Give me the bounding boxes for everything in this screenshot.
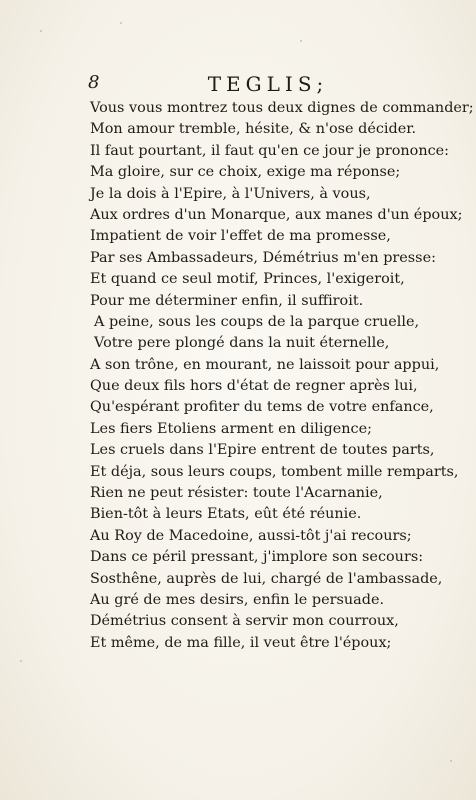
verse-line: Il faut pourtant, il faut qu'en ce jour je prononce:: [90, 142, 450, 159]
verse-line: Votre pere plongé dans la nuit éternelle,: [94, 335, 390, 352]
running-title: TEGLIS;: [207, 72, 329, 96]
verse-line: Bien-tôt à leurs Etats, eût été réunie.: [90, 506, 362, 523]
verse-line: Dans ce péril pressant, j'implore son secours:: [90, 549, 424, 566]
verse-line: A peine, sous les coups de la parque cruelle,: [94, 313, 420, 330]
paper-speck: [20, 660, 22, 662]
verse-line: Démétrius consent à servir mon courroux,: [90, 613, 399, 630]
verse-line: A son trône, en mourant, ne laissoit pour appui,: [90, 356, 440, 373]
paper-speck: [40, 30, 42, 32]
verse-block: [90, 98, 474, 654]
verse-line: Pour me déterminer enfin, il suffiroit.: [90, 292, 364, 309]
verse-line: Ma gloire, sur ce choix, exige ma réponse;: [90, 164, 401, 181]
verse-line: Par ses Ambassadeurs, Démétrius m'en presse:: [90, 249, 436, 266]
verse-line: Impatient de voir l'effet de ma promesse,: [90, 228, 391, 245]
verse-line: Et même, de ma fille, il veut être l'époux;: [90, 634, 392, 651]
verse-line: Qu'espérant profiter du tems de votre enfance,: [90, 399, 434, 416]
verse-line: Au gré de mes desirs, enfin le persuade.: [90, 591, 385, 608]
page-number: 8: [88, 72, 100, 93]
paper-speck: [120, 22, 122, 24]
verse-line: Que deux fils hors d'état de regner après lui,: [90, 378, 418, 395]
verse-line: Et déja, sous leurs coups, tombent mille remparts,: [90, 463, 459, 480]
verse-line: Vous vous montrez tous deux dignes de commander;: [90, 100, 474, 116]
paper-speck: [300, 40, 302, 42]
verse-line: Les cruels dans l'Epire entrent de toutes parts,: [90, 442, 435, 459]
verse-line: Sosthêne, auprès de lui, chargé de l'ambassade,: [90, 570, 443, 587]
verse-line: Au Roy de Macedoine, aussi-tôt j'ai recours;: [90, 527, 412, 544]
verse-line: Et quand ce seul motif, Princes, l'exigeroit,: [90, 271, 405, 288]
verse-line: Les fiers Etoliens arment en diligence;: [90, 420, 372, 437]
verse-line: Mon amour tremble, hésite, & n'ose décider.: [90, 121, 417, 138]
paper-speck: [450, 760, 452, 762]
verse-line: Je la dois à l'Epire, à l'Univers, à vous,: [90, 185, 371, 202]
verse-line: Rien ne peut résister: toute l'Acarnanie,: [90, 485, 383, 502]
verse-line: Aux ordres d'un Monarque, aux manes d'un époux;: [90, 206, 463, 223]
page-header: [88, 72, 448, 98]
